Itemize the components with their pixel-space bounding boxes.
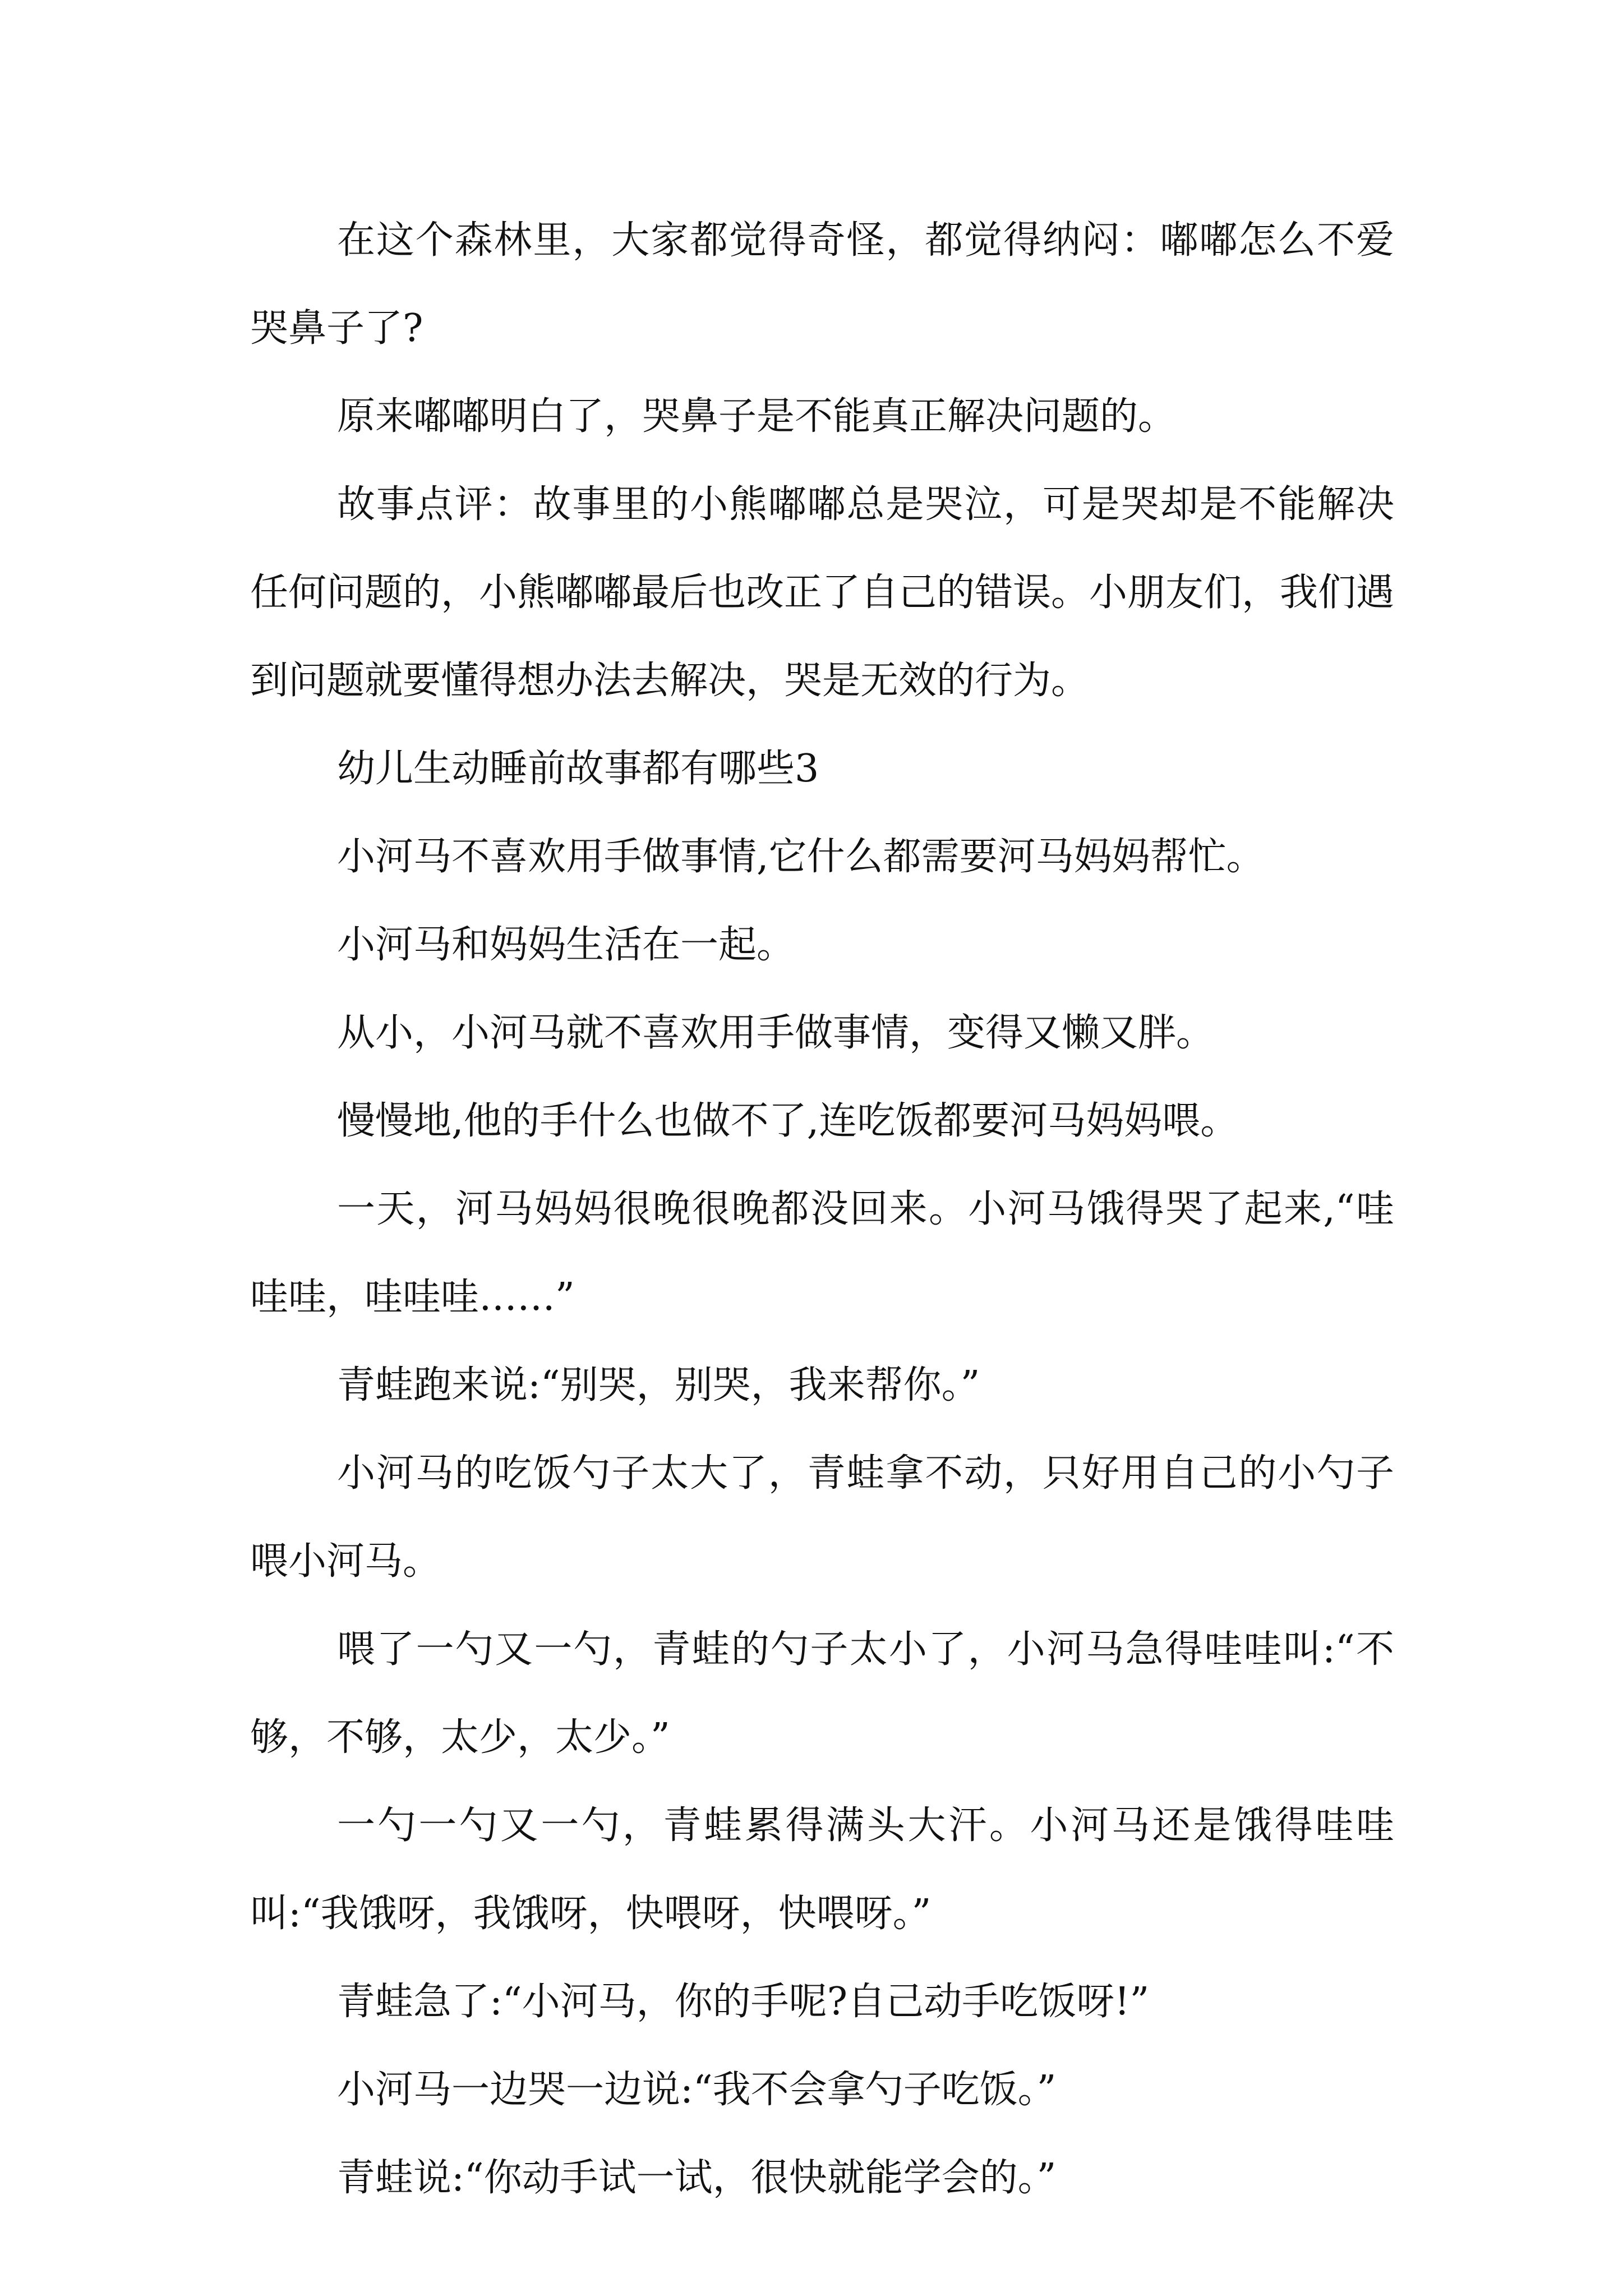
paragraph-1: 在这个森林里，大家都觉得奇怪，都觉得纳闷：嘟嘟怎么不爱哭鼻子了? (250, 218, 1394, 351)
paragraph-11: 小河马的吃饭勺子太大了，青蛙拿不动，只好用自己的小勺子喂小河马。 (250, 1451, 1394, 1584)
paragraph-10: 青蛙跑来说:“别哭，别哭，我来帮你。” (337, 1363, 980, 1407)
paragraph-6: 小河马和妈妈生活在一起。 (337, 923, 795, 967)
paragraph-14: 青蛙急了:“小河马，你的手呢?自己动手吃饭呀!” (337, 1980, 1150, 2024)
document-body (250, 196, 1394, 2222)
paragraph-9: 一天，河马妈妈很晚很晚都没回来。小河马饿得哭了起来,“哇哇哇，哇哇哇……” (250, 1187, 1394, 1319)
paragraph-7: 从小，小河马就不喜欢用手做事情，变得又懒又胖。 (337, 1011, 1215, 1055)
section-heading: 幼儿生动睡前故事都有哪些3 (337, 747, 819, 791)
paragraph-13: 一勺一勺又一勺，青蛙累得满头大汗。小河马还是饿得哇哇叫:“我饿呀，我饿呀，快喂呀，快喂呀。” (250, 1803, 1394, 1936)
paragraph-15: 小河马一边哭一边说:“我不会拿勺子吃饭。” (337, 2068, 1057, 2112)
paragraph-3: 故事点评：故事里的小熊嘟嘟总是哭泣，可是哭却是不能解决任何问题的，小熊嘟嘟最后也改正了自己的错误。小朋友们，我们遇到问题就要懂得想办法去解决，哭是无效的行为。 (250, 482, 1395, 703)
paragraph-16: 青蛙说:“你动手试一试，很快就能学会的。” (337, 2156, 1057, 2200)
paragraph-5: 小河马不喜欢用手做事情,它什么都需要河马妈妈帮忙。 (337, 835, 1265, 879)
paragraph-12: 喂了一勺又一勺，青蛙的勺子太小了，小河马急得哇哇叫:“不够，不够，太少，太少。” (250, 1627, 1394, 1760)
paragraph-8: 慢慢地,他的手什么也做不了,连吃饭都要河马妈妈喂。 (337, 1099, 1239, 1143)
paragraph-2: 原来嘟嘟明白了，哭鼻子是不能真正解决问题的。 (337, 394, 1177, 439)
